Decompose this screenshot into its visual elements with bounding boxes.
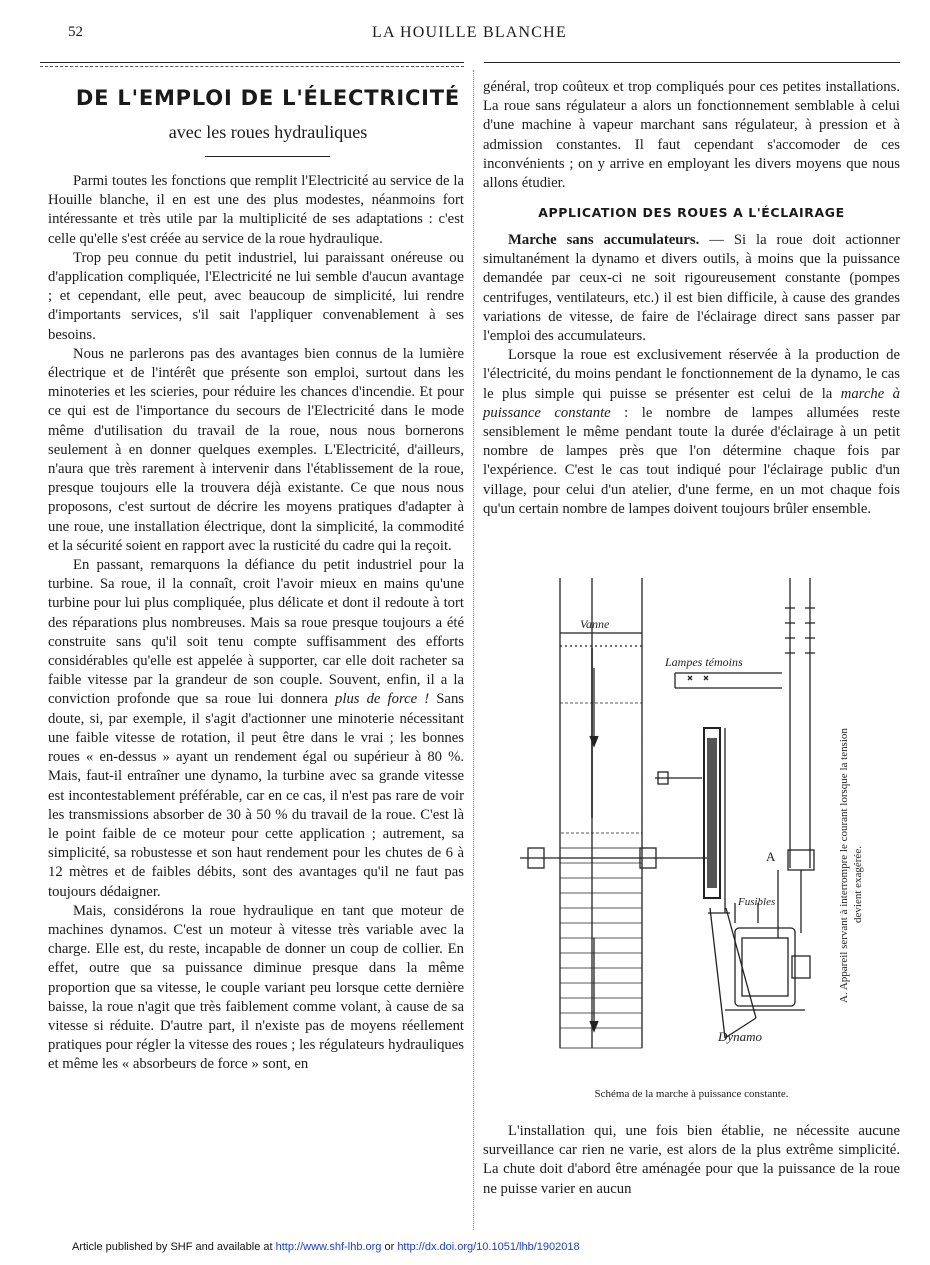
paragraph bbox=[483, 346, 900, 519]
header-rule bbox=[40, 62, 464, 63]
belt-drive bbox=[655, 728, 756, 1038]
side-note-line-1: A. Appareil servant à interrompre le courant lorsque la tension bbox=[838, 728, 850, 1003]
wheel-buckets bbox=[560, 703, 642, 1048]
section-heading: APPLICATION DES ROUES A L'ÉCLAIRAGE bbox=[538, 205, 845, 220]
footer-link-doi[interactable]: http://dx.doi.org/10.1051/lhb/1902018 bbox=[397, 1241, 580, 1253]
header-rule-dashed bbox=[40, 66, 464, 67]
text-run: — Si la roue doit actionner simultanément la dynamo et divers outils, à moins que la puissance demandée par ceux-ci ne soit rigoureusement constante (pompes centrifuges, ventilateurs, etc.) il est bien difficile, à cause des grandes variations de vitesse, de faire de l'éclairage direct sans passer par l'emploi des accumulateurs. bbox=[483, 232, 900, 345]
text-run: : le nombre de lampes allumées reste sensiblement le même pendant toute la durée d'éclairage à un petit nombre de lampes près que l'on détermine chaque fois par l'expérience. C'est le cas tout indiqué pour l'éclairage public d'un village, pour celui d'un atelier, d'une ferme, en un mot chaque fois qu'un certain nombre de lampes doivent toujours brûler ensemble. bbox=[483, 404, 900, 517]
paragraph: général, trop coûteux et trop compliqués pour ces petites installations. La roue sans régulateur a alors un fonctionnement semblable à celui d'une machine à vapeur marchant sans régulateur, à pression et à admission constantes. Il faut cependant s'accomoder de ces inconvénients ; on y arrive en employant les divers moyens que nous allons étudier. bbox=[483, 79, 900, 192]
right-column-continuation bbox=[483, 78, 900, 193]
label-dynamo: Dynamo bbox=[718, 1029, 763, 1044]
footer-text: Article published by SHF and available at bbox=[72, 1241, 276, 1253]
label-vanne: Vanne bbox=[580, 617, 610, 631]
text-run: Lorsque la roue est exclusivement réservée à la production de l'électricité, du moins pendant le fonctionnement de la dynamo, le cas le plus simple qui puisse se présenter est celui de la bbox=[483, 347, 900, 402]
page-number: 52 bbox=[68, 24, 83, 40]
text-run: En passant, remarquons la défiance du petit industriel pour la turbine. Sa roue, il la connaît, croit l'avoir mieux en mains qu'une turbine pour lui plus compliquée, plus délicate et dont il redoute à tort des réparations plus nombreuses. Mais sa roue presque toujours a été construite sans qu'il soit tenu compte suffisamment des efforts considérables qu'elle est appelée à supporter, car elle doit racheter sa faible vitesse par la grandeur de son couple. Souvent, enfin, il a la conviction profonde que sa roue lui donnera bbox=[48, 557, 464, 708]
text-run: Sans doute, si, par exemple, il s'agit d'actionner une minoterie nécessitant une faible vitesse de rotation, il peut être dans le vrai ; les bonnes roues « en-dessus » ayant un rendement égal ou supérieur à 80 %. Mais, faut-il entraîner une dynamo, la turbine avec sa grande vitesse est incontestablement préférable, car en ce cas, il n'est pas rare de voir les transmissions absorber de 30 à 50 % du travail de la roue. C'est là le point faible de ce moteur pour cette application ; autrement, sa simplicité, sa robustesse et son haut rendement pour les chutes de 6 à 12 mètres et de faibles débits, sont des avantages qu'il ne faut pas toujours dédaigner. bbox=[48, 691, 465, 900]
run-in-heading: Marche sans accumulateurs. bbox=[508, 232, 700, 248]
water-channel bbox=[560, 578, 642, 1048]
footer-citation bbox=[72, 1241, 580, 1253]
paragraph: Nous ne parlerons pas des avantages bien connus de la lumière électrique et de l'intérêt que présente son emploi, surtout dans les minoteries et les scieries, pour réduire les chances d'incendie. Et pour ce qui est de l'importance du secours de l'Electricité dans le mode même d'utilisation du travail de la roue, nous nous bornerons seulement à en donner quelques exemples. L'Electricité, d'ailleurs, n'aura que très rarement à intervenir dans l'établissement de la roue, presque toujours elle la trouvera déjà existante. Ce que nous nous proposons, c'est surtout de décrire les moyens pratiques d'adapter à une roue, une installation électrique, dont la simplicité, la commodité et la sécurité soient en rapport avec la rusticité du cadre qui la reçoit. bbox=[48, 345, 464, 554]
footer-text: or bbox=[381, 1241, 398, 1253]
label-lamp-indicators: Lampes témoins bbox=[665, 655, 743, 669]
paragraph bbox=[483, 231, 900, 346]
footer-link-shf[interactable]: http://www.shf-lhb.org bbox=[275, 1241, 382, 1253]
article-subtitle: avec les roues hydrauliques bbox=[168, 122, 368, 142]
side-note-line-2: devient exagérée. bbox=[852, 846, 864, 923]
axle bbox=[520, 848, 710, 868]
paragraph bbox=[48, 556, 464, 902]
column-divider bbox=[473, 70, 474, 1230]
title-rule bbox=[205, 156, 330, 157]
paragraph: Trop peu connue du petit industriel, lui paraissant onéreuse ou d'application compliquée, l'Electricité ne lui semble d'aucun avantage ; et cependant, elle peut, avec beaucoup de simplicité, lui rendre d'importants services, s'il sait l'appliquer convenablement à ses besoins. bbox=[48, 249, 464, 343]
schematic-figure bbox=[520, 578, 865, 1088]
label-a: A bbox=[766, 849, 776, 864]
header-rule-right bbox=[484, 62, 900, 63]
emphasis: plus de force ! bbox=[335, 691, 430, 708]
switch-a bbox=[778, 850, 814, 938]
schematic-diagram bbox=[520, 578, 865, 1088]
journal-title: LA HOUILLE BLANCHE bbox=[372, 24, 567, 41]
left-column bbox=[48, 172, 464, 1075]
right-column-body bbox=[483, 231, 900, 519]
paragraph: Parmi toutes les fonctions que remplit l'Electricité au service de la Houille blanche, il en est une des plus modestes, néanmoins fort intéressante et très utile par la multiplicité de ses adaptations : c'est celle qu'elle s'est créée au service de la roue hydraulique. bbox=[48, 173, 464, 247]
emphasis: marche à puissance constante bbox=[483, 385, 900, 421]
right-column-final bbox=[483, 1122, 900, 1199]
article-title: DE L'EMPLOI DE L'ÉLECTRICITÉ bbox=[75, 86, 461, 110]
paragraph: Mais, considérons la roue hydraulique en tant que moteur de machines dynamos. C'est un moteur à vitesse très variable avec la charge. Elle est, du reste, incapable de donner un coup de collier. En effet, outre que sa puissance diminue presque dans la même proportion que sa vitesse, le couple variant peu lorsque cette dernière baisse, la roue n'agit que très faiblement comme volant, à cause de sa vitesse si réduite. D'autre part, il n'existe pas de moyens réellement pratiques pour régler la vitesse des roues ; les régulateurs hydrauliques et même les « absorbeurs de force » sont, en bbox=[48, 902, 464, 1073]
lamp-wiring bbox=[675, 578, 815, 868]
label-fuses: Fusibles bbox=[738, 896, 776, 908]
paragraph: L'installation qui, une fois bien établie, ne nécessite aucune surveillance car rien ne varie, est alors de la plus extrême simplicité. La chute doit d'abord être aménagée pour que la puissance de la roue ne puisse varier en aucun bbox=[483, 1123, 900, 1197]
figure-caption: Schéma de la marche à puissance constante. bbox=[594, 1088, 789, 1100]
dynamo-machine bbox=[725, 928, 810, 1010]
